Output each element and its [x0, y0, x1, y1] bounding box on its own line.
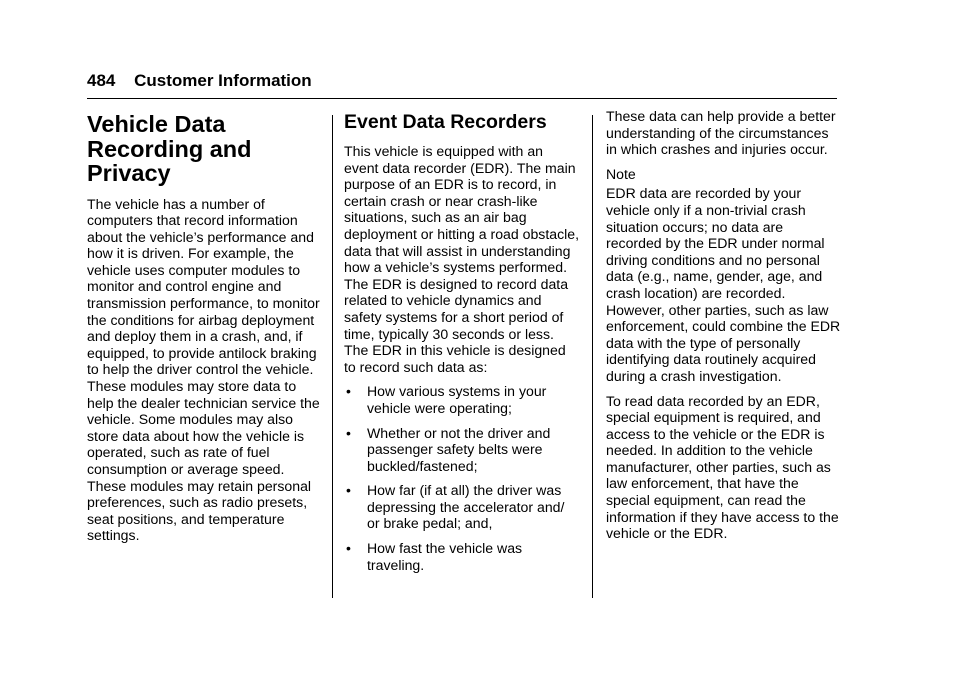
list-item: • How fast the vehicle was traveling.: [346, 540, 523, 573]
edr-access-paragraph: To read data recorded by an EDR, special equipment is required, and access to the vehicle or the EDR is needed. In addition to the vehicle manufacturer, other parties, such as law enforcement, that have the special equipment, can read the information if they have access to the vehicle or the EDR.: [606, 392, 839, 542]
vehicle-data-paragraph: The vehicle has a number of computers that record information about the vehicle’s performance and how it is driven. For example, the vehicle uses computer modules to monitor and control engine and transmission performance, to monitor the conditions for airbag deployment and deploy them in a crash, and, if equipped, to provide antilock braking to help the driver control the vehicle. These modules may store data to help the dealer technician service the vehicle. Some modules may also store data about how the vehicle is operated, such as rate of fuel consumption or average speed. These modules may retain personal preferences, such as radio presets, seat positions, and temperature settings.: [87, 195, 320, 544]
header-rule: [87, 98, 837, 99]
edr-understanding-paragraph: These data can help provide a better understanding of the circumstances in which crashes and injuries occur.: [606, 108, 836, 158]
page-header: [87, 70, 312, 92]
note-paragraph: EDR data are recorded by your vehicle only if a non-trivial crash situation occurs; no data are recorded by the EDR under normal driving conditions and no personal data (e.g., name, gender, age, and crash location) are recorded. However, other parties, such as law enforcement, could combine the EDR data with the type of personally identifying data routinely acquired during a crash investigation.: [606, 185, 841, 384]
list-item: • Whether or not the driver and passenger safety belts were buckled/fastened;: [346, 424, 551, 474]
vehicle-data-title: Vehicle Data Recording and Privacy: [87, 111, 252, 186]
edr-bullet-list: [344, 383, 580, 573]
note-label: Note: [606, 165, 636, 182]
event-data-recorders-title: Event Data Recorders: [344, 111, 547, 133]
column-divider-2: [592, 115, 593, 598]
bullet-icon: •: [346, 540, 351, 557]
page-number: 484: [87, 71, 116, 90]
bullet-icon: •: [346, 383, 351, 400]
column-vehicle-data-privacy: [87, 108, 323, 552]
bullet-icon: •: [346, 482, 351, 499]
column-edr-continued: [606, 108, 842, 550]
bullet-icon: •: [346, 424, 351, 441]
section-title: Customer Information: [134, 71, 312, 90]
list-item: • How various systems in your vehicle were operating;: [346, 383, 547, 416]
edr-intro-paragraph: This vehicle is equipped with an event data recorder (EDR). The main purpose of an EDR is to record, in certain crash or near crash-like situations, such as an air bag deployment or hitting a road obstacle, data that will assist in understanding how a vehicle’s systems performed. The EDR is designed to record data related to vehicle dynamics and safety systems for a short period of time, typically 30 seconds or less. The EDR in this vehicle is designed to record such data as:: [344, 143, 580, 375]
column-divider-1: [332, 115, 333, 598]
column-event-data-recorders: [344, 110, 580, 581]
list-item: • How far (if at all) the driver was depressing the accelerator and/ or brake pedal; and,: [346, 482, 565, 532]
